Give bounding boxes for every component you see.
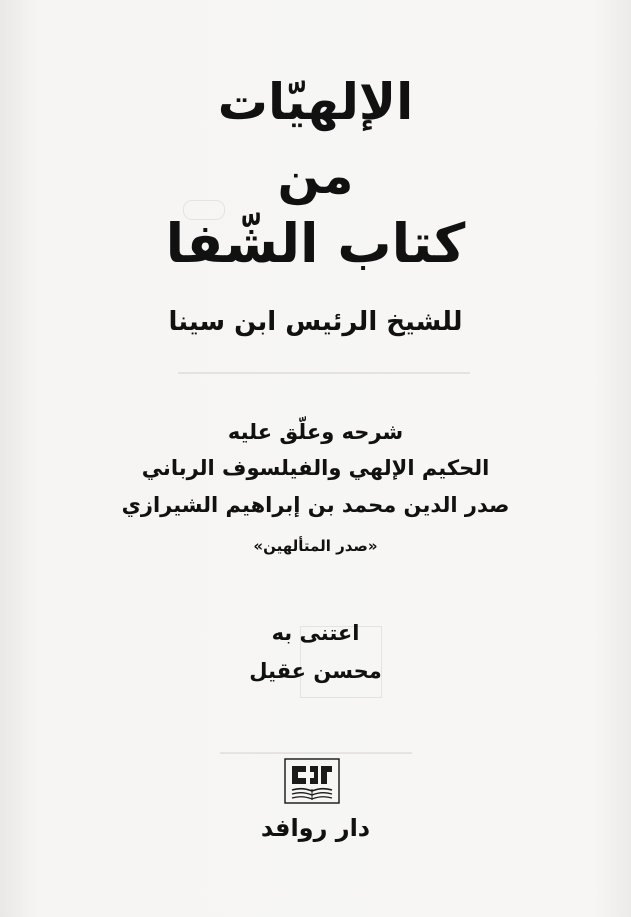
editor-label: اعتنى به bbox=[271, 621, 360, 645]
commentator-name: صدر الدين محمد بن إبراهيم الشيرازي bbox=[121, 493, 510, 517]
editor-name: محسن عقيل bbox=[249, 659, 382, 683]
commentary-label: شرحه وعلّق عليه bbox=[227, 420, 404, 444]
title-line-3: كتاب الشّفا bbox=[165, 212, 466, 275]
dar-rawafed-logo-icon bbox=[284, 758, 340, 804]
author-line: للشيخ الرئيس ابن سينا bbox=[168, 307, 463, 337]
title-line-1: الإلهيّات bbox=[217, 73, 414, 131]
commentator-title: «صدر المتألهين» bbox=[253, 537, 378, 555]
publisher-name: دار روافد bbox=[260, 814, 371, 842]
show-through-rule bbox=[178, 372, 470, 374]
commentator-description: الحكيم الإلهي والفيلسوف الرباني bbox=[141, 456, 490, 480]
title-line-2: من bbox=[277, 147, 354, 205]
show-through-rule bbox=[220, 752, 412, 754]
